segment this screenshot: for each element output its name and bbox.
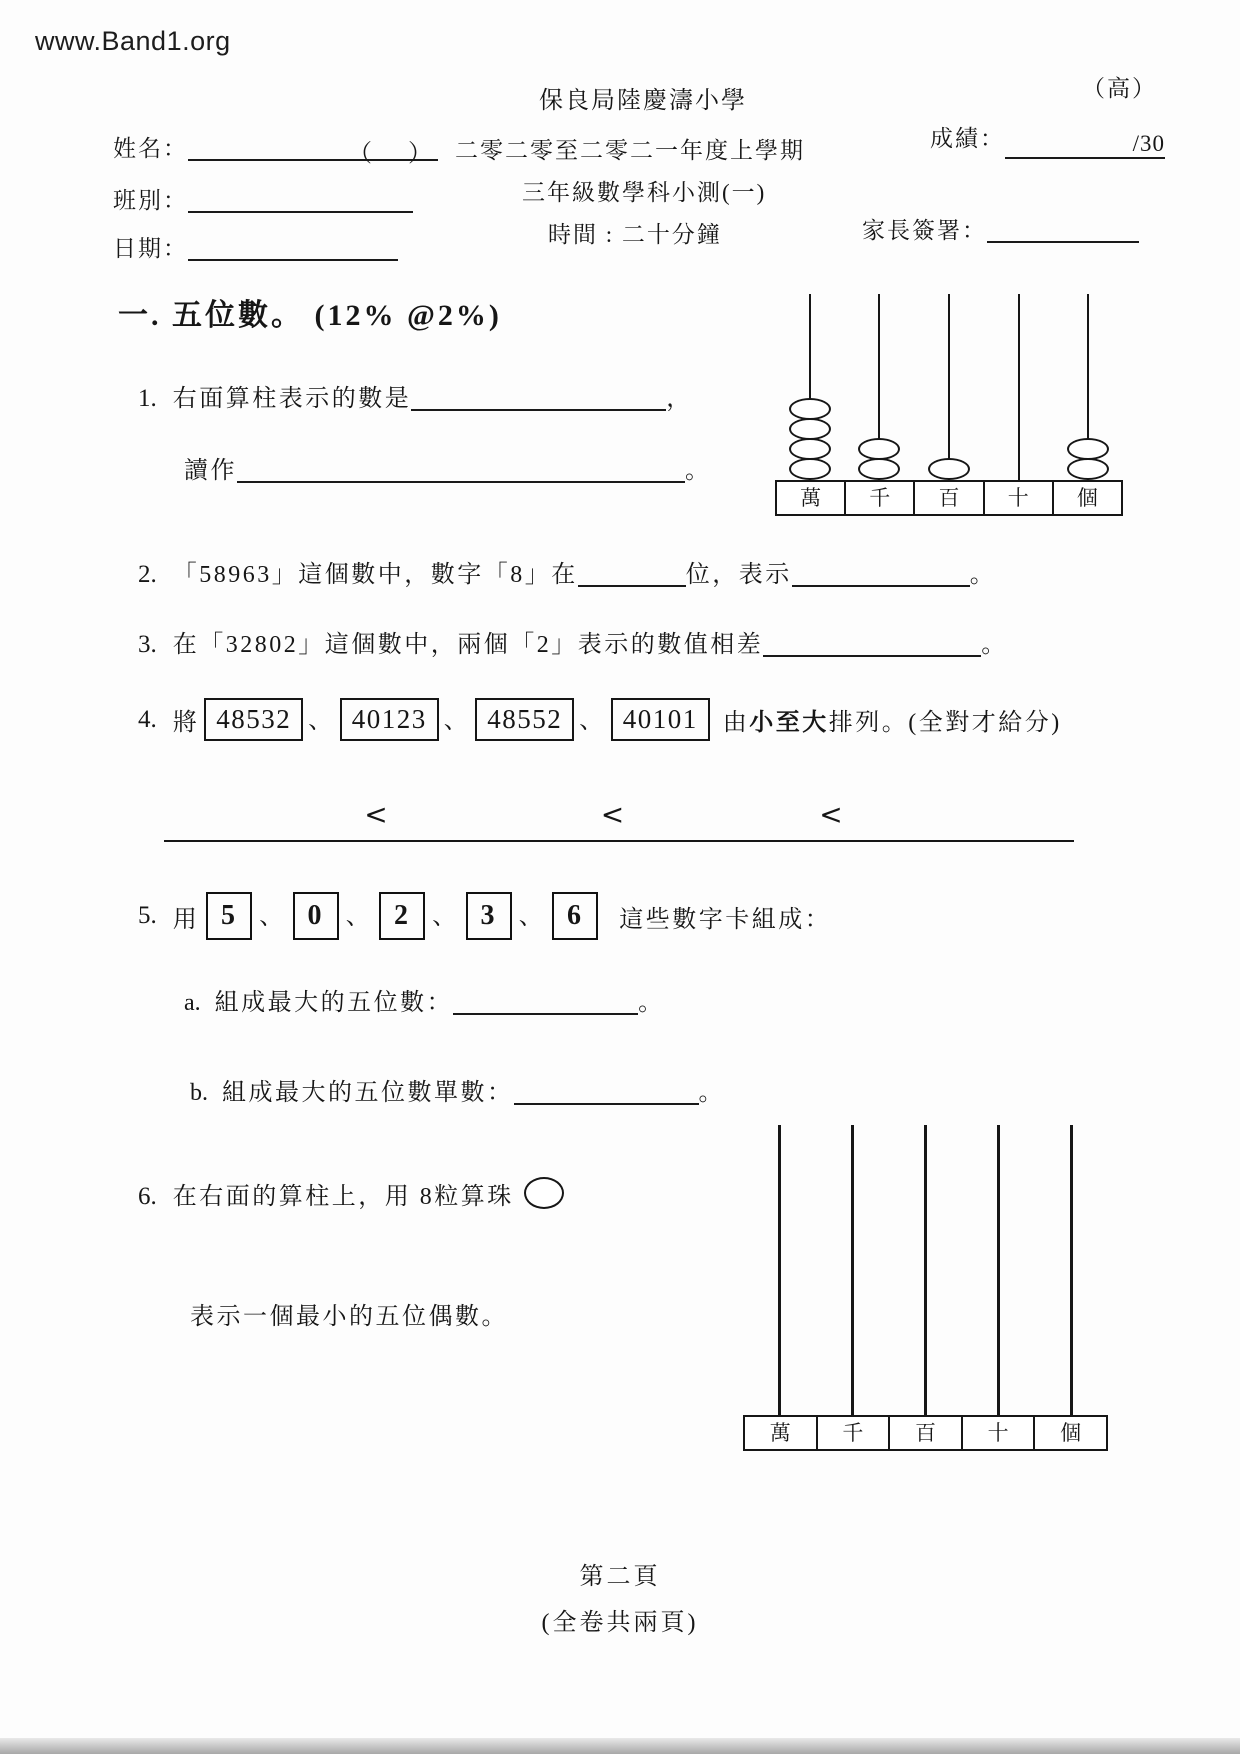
abacus-rod	[924, 1125, 926, 1415]
question-4	[138, 698, 1062, 741]
question-number: 1.	[138, 385, 157, 412]
abacus-label-row	[743, 1415, 1108, 1451]
abacus-rod	[948, 294, 950, 480]
paper-title: 三年級數學科小測(一)	[522, 180, 767, 205]
digit-card: 2	[379, 892, 425, 940]
question-text: 組成最大的五位數：	[214, 990, 454, 1016]
card-separator: 、	[443, 708, 471, 734]
period: 。	[969, 562, 997, 588]
number-card: 48532	[204, 698, 303, 741]
number-card: 40101	[611, 698, 710, 741]
card-separator: 、	[432, 904, 459, 930]
card-separator: 、	[345, 904, 373, 930]
section-title: 一. 五位數。 (12% @2%)	[118, 299, 502, 332]
date-answer-blank	[188, 233, 398, 261]
digit-card: 5	[206, 892, 252, 940]
question-3	[138, 624, 1008, 659]
question-text: 位，表示	[685, 562, 792, 588]
abacus-rod	[1018, 294, 1020, 480]
question-text: 這些數字卡組成：	[619, 906, 832, 933]
abacus-place-label: 百	[913, 482, 982, 514]
name-answer-blank	[188, 133, 438, 167]
question-text: 將	[172, 710, 200, 736]
question-text: 右面算柱表示的數是	[172, 386, 412, 412]
abacus-rod	[1070, 1125, 1072, 1415]
abacus-place-label: 千	[844, 482, 913, 514]
abacus-bead	[928, 458, 970, 480]
q3-difference-blank	[763, 629, 981, 657]
question-text: 排列。(全對才給分)	[828, 710, 1062, 736]
name-label: 姓名：	[113, 136, 188, 161]
question-text: 在右面的算柱上，用 8粒算珠	[172, 1184, 514, 1210]
date-label: 日期：	[113, 236, 188, 261]
abacus-bead	[1067, 458, 1109, 480]
abacus-place-label: 千	[816, 1417, 889, 1449]
abacus-bead	[858, 458, 900, 480]
abacus-place-label: 十	[961, 1417, 1034, 1449]
q2-value-blank	[792, 559, 970, 587]
abacus-place-label: 萬	[769, 1421, 791, 1445]
abacus-rod	[851, 1125, 853, 1415]
sub-question-label: a.	[184, 990, 201, 1016]
score-field	[930, 120, 1165, 159]
score-answer-blank	[1005, 131, 1165, 159]
class-label: 班別：	[113, 188, 188, 213]
abacus-label-row	[775, 480, 1123, 516]
abacus-bead	[789, 458, 831, 480]
q5a-answer-blank	[453, 987, 638, 1015]
period: 。	[981, 632, 1008, 658]
school-name: 保良局陸慶濤小學	[539, 88, 747, 114]
abacus-bead	[789, 398, 831, 420]
card-separator: 、	[259, 904, 286, 930]
question-text: 「58963」這個數中，數字「8」在	[172, 562, 578, 588]
score-label: 成績：	[930, 126, 1005, 151]
question-1-line-1	[138, 378, 693, 413]
card-separator: 、	[579, 708, 606, 734]
digit-card: 6	[552, 892, 598, 940]
score-total: /30	[1132, 131, 1165, 156]
question-5a	[184, 982, 665, 1017]
abacus-rod-area	[743, 1125, 1108, 1415]
scan-edge-artifact	[0, 1738, 1240, 1754]
question-5b	[190, 1072, 725, 1107]
q1-reading-blank	[237, 455, 685, 483]
parent-sign-field	[862, 212, 1139, 245]
question-5	[138, 892, 831, 940]
q4-order-answer-line	[164, 800, 1074, 842]
digit-card: 0	[293, 892, 339, 940]
period: 。	[685, 458, 712, 484]
name-paren: （ ）	[348, 141, 438, 167]
level-tag: （高）	[1082, 76, 1157, 101]
comma: ，	[666, 386, 693, 412]
question-6-line-1	[138, 1176, 564, 1211]
abacus-bead	[858, 438, 900, 460]
school-term: 二零二零至二零二一年度上學期	[455, 138, 805, 163]
card-separator: 、	[518, 904, 546, 930]
parent-sign-blank	[987, 215, 1139, 243]
q5b-answer-blank	[514, 1077, 699, 1105]
less-than-sign: <	[600, 798, 625, 831]
question-number: 3.	[138, 631, 157, 658]
period: 。	[638, 990, 665, 1016]
abacus-bead	[789, 438, 831, 460]
question-text-bold: 小至大	[749, 710, 829, 736]
question-text: 用	[172, 906, 200, 933]
question-2	[138, 554, 996, 589]
question-1-line-2	[184, 450, 712, 485]
duration: 時間 : 二十分鐘	[548, 222, 722, 247]
name-field	[113, 130, 438, 167]
number-card: 40123	[340, 698, 439, 741]
question-text: 表示一個最小的五位偶數。	[190, 1304, 508, 1330]
class-field	[113, 182, 413, 215]
abacus-rod-area	[775, 294, 1123, 480]
q2-place-blank	[578, 559, 686, 587]
number-card-list	[199, 698, 715, 741]
date-field	[113, 230, 398, 263]
abacus-place-label: 萬	[800, 486, 822, 510]
watermark-url: www.Band1.org	[35, 26, 231, 56]
page-note: (全卷共兩頁)	[541, 1610, 699, 1636]
abacus-place-label: 十	[983, 482, 1052, 514]
question-text: 由	[722, 710, 750, 736]
card-separator: 、	[308, 708, 335, 734]
bead-circle-icon	[524, 1177, 564, 1209]
abacus-bead	[1067, 438, 1109, 460]
parent-sign-label: 家長簽署：	[862, 218, 987, 243]
period: 。	[698, 1080, 725, 1106]
abacus-question-6	[743, 1125, 1108, 1451]
abacus-place-label: 個	[1033, 1417, 1106, 1449]
abacus-question-1	[775, 294, 1123, 516]
class-answer-blank	[188, 185, 413, 213]
less-than-sign: <	[364, 798, 388, 831]
abacus-rod	[778, 1125, 780, 1415]
abacus-rod	[997, 1125, 999, 1415]
less-than-sign: <	[819, 798, 843, 831]
question-text: 讀作	[184, 458, 237, 484]
abacus-bead	[789, 418, 831, 440]
number-card: 48552	[475, 698, 574, 741]
q1-number-blank	[411, 383, 666, 411]
question-text: 在「32802」這個數中，兩個「2」表示的數值相差	[172, 632, 764, 658]
question-number: 6.	[138, 1183, 157, 1210]
page-number: 第二頁	[579, 1564, 661, 1590]
question-number: 4.	[138, 705, 157, 733]
sub-question-label: b.	[190, 1080, 208, 1106]
question-text: 組成最大的五位數單數：	[222, 1080, 514, 1106]
question-6-line-2	[190, 1296, 508, 1331]
abacus-place-label: 百	[888, 1417, 961, 1449]
question-number: 5.	[138, 902, 157, 929]
digit-card-list	[199, 892, 605, 940]
digit-card: 3	[466, 892, 512, 940]
question-number: 2.	[138, 561, 157, 588]
abacus-place-label: 個	[1052, 482, 1121, 514]
